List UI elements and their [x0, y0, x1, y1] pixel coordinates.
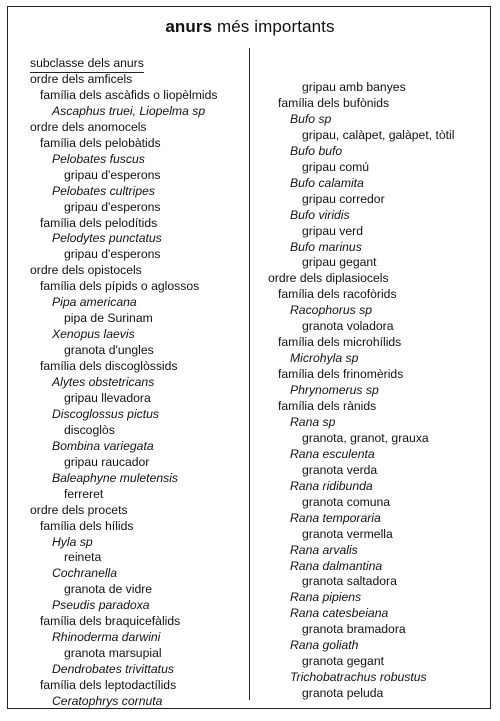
family-item: família dels braquicefàlids [40, 614, 181, 629]
common-name-item: gripau amb banyes [302, 80, 406, 94]
order-item: ordre dels opistocels [30, 263, 142, 278]
common-name-item: granota vermella [302, 526, 393, 541]
species-item: Pelobates cultripes [52, 183, 155, 198]
family-item: família dels hílids [40, 518, 134, 533]
species-item: Pelobates fuscus [52, 151, 145, 166]
species-item: Trichobatrachus robustus [290, 670, 427, 685]
common-name-item: granota comuna [302, 494, 391, 509]
common-name-item: granota bramadora [302, 622, 406, 637]
page-title [0, 17, 500, 37]
species-item: Bufo marinus [290, 239, 362, 254]
order-item: ordre dels procets [30, 502, 128, 517]
family-item: família dels microhílids [278, 335, 402, 350]
species-item: Bufo calamita [290, 175, 364, 190]
family-item: família dels pelodítids [40, 215, 158, 230]
common-name-item: granota gegant [302, 654, 384, 669]
common-name-item: gripau d'esperons [64, 247, 161, 262]
species-item: Pipa americana [52, 295, 137, 310]
common-name-item: gripau llevadora [64, 390, 151, 405]
common-name-item: gripau verd [302, 223, 363, 238]
common-name-item: granota marsupial [64, 646, 162, 661]
title-rest: més importants [212, 17, 335, 36]
common-name-item: granota verda [302, 462, 378, 477]
common-name-item: granota, granot, grauxa [302, 430, 429, 445]
species-item: Rana arvalis [290, 542, 358, 557]
order-item: ordre dels amficels [30, 71, 133, 86]
title-bold: anurs [165, 17, 213, 36]
family-item: família dels ascàfids o liopèlmids [40, 87, 218, 102]
subclass-heading: subclasse dels anurs [30, 56, 144, 73]
common-name-item: reineta [64, 550, 102, 565]
species-item: Rana esculenta [290, 446, 375, 461]
species-item: Hyla sp [52, 534, 93, 549]
order-item: ordre dels diplasiocels [268, 271, 389, 286]
species-item: Bufo sp [290, 111, 332, 126]
common-name-item: granota saltadora [302, 574, 397, 589]
family-item: família dels discoglòssids [40, 359, 178, 374]
species-item: Bufo bufo [290, 143, 343, 158]
species-item: Rana dalmantina [290, 558, 383, 573]
common-name-item: gripau, calàpet, galàpet, tòtil [302, 127, 455, 142]
species-item: Rana catesbeiana [290, 606, 389, 621]
common-name-item: gripau corredor [302, 191, 385, 206]
common-name-item: granota voladora [302, 319, 394, 334]
family-item: família dels rànids [278, 399, 377, 413]
common-name-item: gripau comú [302, 159, 370, 174]
species-item: Ascaphus truei, Liopelma sp [52, 103, 206, 118]
species-item: Rana ridibunda [290, 478, 373, 493]
common-name-item: gripau raucador [64, 454, 150, 469]
species-item: Rhinoderma darwini [52, 630, 161, 645]
species-item: Racophorus sp [290, 303, 372, 318]
species-item: Rana goliath [290, 638, 359, 653]
species-item: Rana temporaria [290, 510, 381, 525]
species-item: Phrynomerus sp [290, 383, 379, 398]
species-item: Baleaphyne muletensis [52, 470, 179, 485]
common-name-item: granota d'ungles [64, 343, 154, 358]
order-item: ordre dels anomocels [30, 119, 147, 134]
species-item: Rana sp [290, 414, 336, 429]
common-name-item: granota de vidre [64, 582, 153, 597]
family-item: família dels frinomèrids [278, 367, 404, 382]
family-item: família dels leptodactílids [40, 678, 177, 693]
family-item: família dels bufònids [278, 95, 390, 110]
family-item: família dels pípids o aglossos [40, 279, 200, 294]
common-name-item: gripau d'esperons [64, 199, 161, 214]
species-item: Xenopus laevis [52, 327, 135, 342]
common-name-item: discoglòs [64, 422, 115, 437]
species-item: Microhyla sp [290, 351, 359, 366]
species-item: Discoglossus pictus [52, 406, 160, 421]
species-item: Pseudis paradoxa [52, 598, 150, 613]
species-item: Rana pipiens [290, 590, 362, 605]
common-name-item: granota peluda [302, 686, 384, 701]
species-item: Bombina variegata [52, 438, 154, 453]
common-name-item: ferreret [64, 486, 104, 501]
species-item: Bufo viridis [290, 207, 350, 222]
species-item: Pelodytes punctatus [52, 231, 162, 246]
common-name-item: gripau d'esperons [64, 167, 161, 182]
common-name-item: gripau gegant [302, 255, 377, 270]
common-name-item: pipa de Surinam [64, 311, 153, 326]
family-item: família dels pelobàtids [40, 135, 161, 150]
family-item: família dels racofòrids [278, 287, 397, 302]
column-divider [249, 48, 250, 700]
species-item: Ceratophrys cornuta [52, 694, 163, 708]
species-item: Dendrobates trivittatus [52, 662, 174, 677]
species-item: Cochranella [52, 566, 118, 581]
species-item: Alytes obstetricans [52, 375, 155, 389]
